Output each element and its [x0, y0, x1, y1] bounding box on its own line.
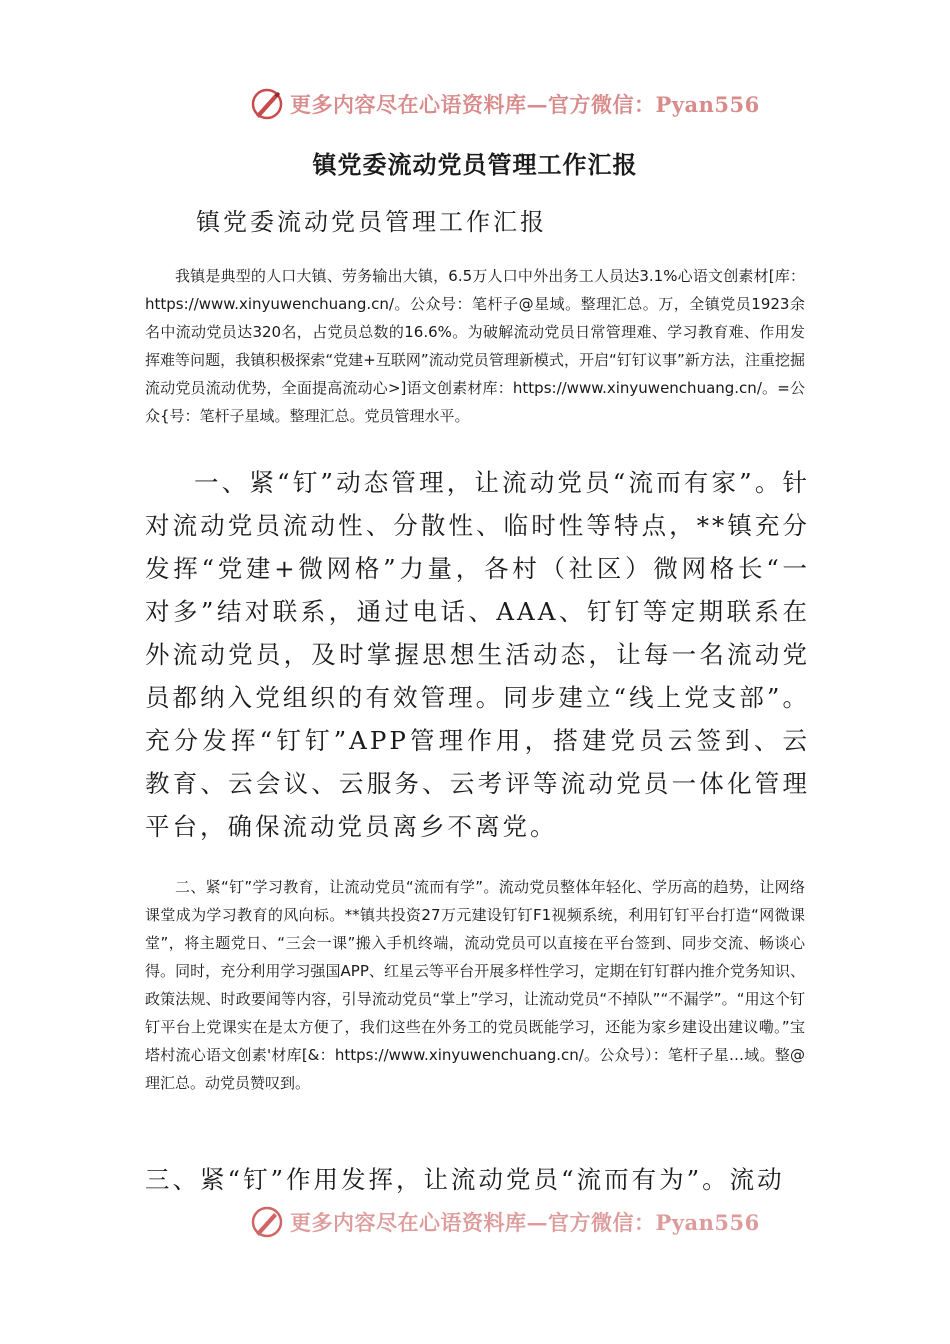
- paragraph-section-one: 一、紧“钉”动态管理，让流动党员“流而有家”。针对流动党员流动性、分散性、临时性等特点，**镇充分发挥“党建+微网格”力量，各村（社区）微网格长“一对多”结对联系，通过电话、AAA、钉钉等定期联系在外流动党员，及时掌握思想生活动态，让每一名流动党员都纳入党组织的有效管理。同步建立“线上党支部”。充分发挥“钉钉”APP管理作用，搭建党员云签到、云教育、云会议、云服务、云考评等流动党员一体化管理平台，确保流动党员离乡不离党。: [145, 468, 810, 841]
- watermark-text-top: 更多内容尽在心语资料库—官方微信：Pyan556: [290, 92, 760, 117]
- watermark-banner-top: [250, 86, 760, 122]
- pen-logo-icon: [250, 87, 284, 121]
- watermark-banner-bottom: [250, 1204, 760, 1240]
- pen-logo-icon: [250, 1205, 284, 1239]
- document-title: 镇党委流动党员管理工作汇报: [312, 150, 638, 179]
- paragraph-section-two: 二、紧“钉”学习教育，让流动党员“流而有学”。流动党员整体年轻化、学历高的趋势，让网络课堂成为学习教育的风向标。**镇共投资27万元建设钉钉F1视频系统，利用钉钉平台打造“网微课堂”，将主题党日、“三会一课”搬入手机终端，流动党员可以直接在平台签到、同步交流、畅谈心得。同时，充分利用学习强国APP、红星云等平台开展多样性学习，定期在钉钉群内推介党务知识、政策法规、时政要闻等内容，引导流动党员“掌上”学习，让流动党员“不掉队”“不漏学”。“用这个钉钉平台上党课实在是太方便了，我们这些在外务工的党员既能学习，还能为家乡建设出建议嘞。”宝塔村流心语文创素'材库[&：https://www.xinyuwenchuang.cn/。公众号）：笔杆子星…域。整@理汇总。动党员赞叹到。: [145, 878, 805, 1092]
- paragraph-section-three: 三、紧“钉”作用发挥，让流动党员“流而有为”。流动: [145, 1165, 785, 1194]
- paragraph-intro: 我镇是典型的人口大镇、劳务输出大镇，6.5万人口中外出务工人员达3.1%心语文创素材[库：https://www.xinyuwenchuang.cn/。公众号：笔杆子@星域。整理汇总。万，全镇党员1923余名中流动党员达320名，占党员总数的16.6%。为破解流动党员日常管理难、学习教育难、作用发挥难等问题，我镇积极探索“党建+互联网”流动党员管理新模式，开启“钉钉议事”新方法，注重挖掘流动党员流动优势，全面提高流动心>]语文创素材库：https://www.xinyuwenchuang.cn/。=公众{号：笔杆子星域。整理汇总。党员管理水平。: [145, 267, 805, 425]
- document-subtitle: 镇党委流动党员管理工作汇报: [196, 208, 547, 236]
- watermark-text-bottom: 更多内容尽在心语资料库—官方微信：Pyan556: [290, 1210, 760, 1235]
